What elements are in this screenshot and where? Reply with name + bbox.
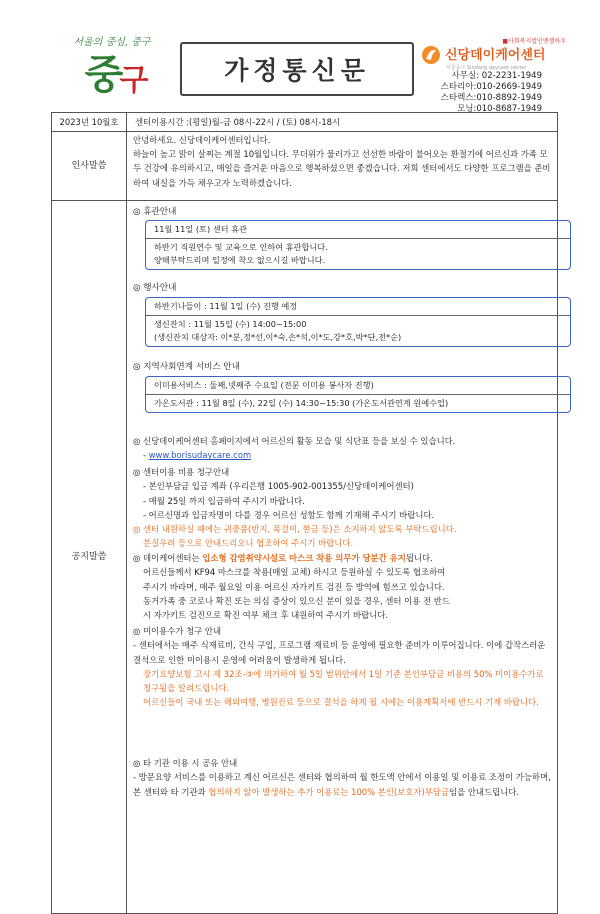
community-heading: ◎ 지역사회연계 서비스 안내 [133, 362, 241, 372]
notice-label: 공지말씀 [52, 201, 127, 914]
events-line1: 생신잔치 : 11월 15일 (수) 14:00~15:00 [154, 319, 307, 329]
greeting-line2: 하늘이 높고 맑이 살찌는 계절 10월입니다. 무더위가 물러가고 선선한 바람이 불어오는 환절기에 어르신과 가족 모두 건강에 유의하시고, 매일을 즐거운 마음으로 행복하셨으면 좋겠습니다. 저희 센터에서도 다양한 프로그램을 준비하여 내실을 가득 채우고자 노력하겠습니다. [133, 149, 551, 188]
brand-sub: ■사회복지법인엔젤하우 [502, 38, 566, 45]
community-line2: 가온도서관 : 11월 8일 (수), 22일 (수) 14:30~15:30 (가온도서관연계 원예수업) [154, 398, 449, 408]
center-hours: 센터이용시간 :(평일)월-금 08시-22시 / (토) 08시-18시 [127, 113, 558, 132]
newsletter-table [51, 112, 558, 914]
valuables-warning-2: 분실우려 등으로 안내드리오니 협조하여 주시기 바랍니다. [143, 538, 354, 549]
page-title: 가정통신문 [180, 42, 414, 96]
notice-body [127, 201, 558, 914]
beauty-orange1: 장기요양보험 고시 제 32조-③에 의거하여 월 5일 범위안에서 1일 기준 본인부담금 비용의 50% 미이용수가로 청구됨을 알려드립니다. [143, 668, 544, 694]
homepage-section: ◎ 신당데이케어센터 홈페이지에서 어르신의 활동 모습 및 식단표 등을 보실 수 있습니다. - www.borisudaycare.com [133, 434, 553, 463]
closure-box [145, 220, 571, 270]
center-brand [420, 38, 570, 71]
other-emphasis: 협의하지 않아 발생하는 추가 이용료는 100% 본인(보호자)부담금 [208, 786, 449, 797]
other-section: ◎ 타 기관 이용 시 공유 안내 - 방문요양 서비스를 이용하고 계신 어르신은 센터와 협의하여 월 한도액 안에서 이용일 및 이용료 조정이 가능하며, 본 센터와 타 기관과 협의하지 않아 발생하는 추가 이용료는 100% 본인(보호자)부담금임을 안내드립니다. [133, 756, 553, 799]
logo-tagline: 서울의 중심, 중구 [73, 37, 151, 48]
mask-emphasis: 입소형 감염취약시설로 마스크 착용 의무가 당분간 유지 [202, 553, 406, 563]
billing-account: - 본인부담금 입금 계좌 (우리은행 1005-902-001355/신당데이케어센터) [143, 481, 414, 492]
beauty-heading: ◎ 미이용수가 청구 안내 [133, 626, 222, 636]
closure-title: 11월 11일 (토) 센터 휴관 [146, 223, 570, 239]
beauty-section [133, 624, 553, 710]
mask-section: ◎ 데이케어센터는 입소형 감염취약시설로 마스크 착용 의무가 당분간 유지됩니다. 어르신들께서 KF94 마스크를 착용(매일 교체) 하시고 등원하실 수 있도록 협조하여 주시기 바라며, 매주 월요일 이용 어르신 자가키트 검진 등 방역에 힘쓰고 있습니다. 동거가족 중 코로나 확진 또는 의심 증상이 있으신 분이 있을 경우, 센터 이용 전 반드 시 자가키트 검진으로 확진 여부 체크 후 내원하여 주시기 바랍니다. [133, 551, 553, 622]
phone-list [432, 71, 542, 115]
community-box [145, 376, 571, 413]
community-line1: 이미용서비스 : 둘째,넷째주 수요일 (전문 이미용 봉사자 진행) [146, 379, 570, 395]
mask-line4: 시 자가키트 검진으로 확진 여부 체크 후 내원하여 주시기 바랍니다. [143, 610, 389, 621]
issue-label: 2023년 10월호 [52, 113, 127, 132]
phone-line: 스타리아:010-2669-1949 [440, 82, 542, 92]
mask-line1: 어르신들께서 KF94 마스크를 착용(매일 교체) 하시고 등원하실 수 있도록 협조하여 [143, 567, 446, 578]
beauty-orange2: 어르신들이 국내 또는 해외여행, 병원진료 등으로 결석을 하게 될 시에는 이용계획서에 반드시 기재 바랍니다. [143, 697, 539, 708]
closure-line2: 양해부탁드리며 일정에 착오 없으시길 바랍니다. [154, 255, 326, 265]
svg-text:중: 중 [84, 51, 124, 98]
valuables-warning: ◎ 센터 내원하실 때에는 귀중품(반지, 목걸이, 현금 등)은 소지하지 않도록 부탁드립니다. [133, 524, 457, 535]
other-heading: ◎ 타 기관 이용 시 공유 안내 [133, 758, 238, 768]
brand-eng: Sindang daycare center [466, 65, 527, 71]
greeting-label: 인사말씀 [52, 132, 127, 201]
billing-due: - 매월 25일 까지 입금하여 주시기 바랍니다. [143, 495, 305, 506]
homepage-link[interactable]: www.borisudaycare.com [148, 450, 252, 461]
billing-heading: ◎ 센터이용 비용 청구안내 [133, 467, 230, 477]
mask-line3: 동거가족 중 코로나 확진 또는 의심 증상이 있으신 분이 있을 경우, 센터 이용 전 반드 [143, 595, 450, 606]
phone-line: 스타렉스:010-8892-1949 [440, 93, 542, 103]
events-heading: ◎ 행사안내 [133, 283, 177, 293]
events-line2: (생신잔치 대상자: 이*분,정*선,이*숙,손*석,이*도,강*호,박*단,전*순) [154, 332, 402, 342]
mask-line2: 주시기 바라며, 매주 월요일 이용 어르신 자가키트 검진 등 방역에 힘쓰고 있습니다. [143, 581, 445, 592]
greeting-body [127, 132, 558, 201]
brand-icon [420, 45, 442, 65]
homepage-line: ◎ 신당데이케어센터 홈페이지에서 어르신의 활동 모습 및 식단표 등을 보실 수 있습니다. [133, 436, 456, 446]
closure-heading: ◎ 휴관안내 [133, 207, 177, 217]
phone-line: 사무실: 02-2231-1949 [451, 71, 542, 81]
brand-small: 서울중구 [446, 65, 466, 71]
billing-name-note: - 어르신명과 입금자명이 다를 경우 어르신 성함도 함께 기재해 주시기 바랍니다. [143, 509, 435, 520]
district-logo [62, 32, 162, 98]
greeting-line1: 안녕하세요. 신당데이케어센터입니다. [133, 135, 271, 145]
beauty-line1: - 센터에서는 매주 식재료비, 간식 구입, 프로그램 재료비 등 운영에 필요한 준비가 이루어집니다. 이에 갑작스러운 결석으로 인한 미이용시 운영에 어려움이 발생하게 됩니다. [133, 640, 546, 665]
phone-line: 모닝:010-8687-1949 [457, 104, 542, 114]
events-title: 하반기나들이 : 11월 1일 (수) 진행 예정 [146, 300, 570, 316]
billing-section [133, 465, 553, 551]
brand-name: 신당데이케어센터 [445, 47, 546, 63]
svg-text:구: 구 [119, 63, 149, 98]
events-box [145, 297, 571, 347]
closure-line1: 하반기 직원연수 및 교육으로 인하여 휴관합니다. [154, 242, 328, 252]
